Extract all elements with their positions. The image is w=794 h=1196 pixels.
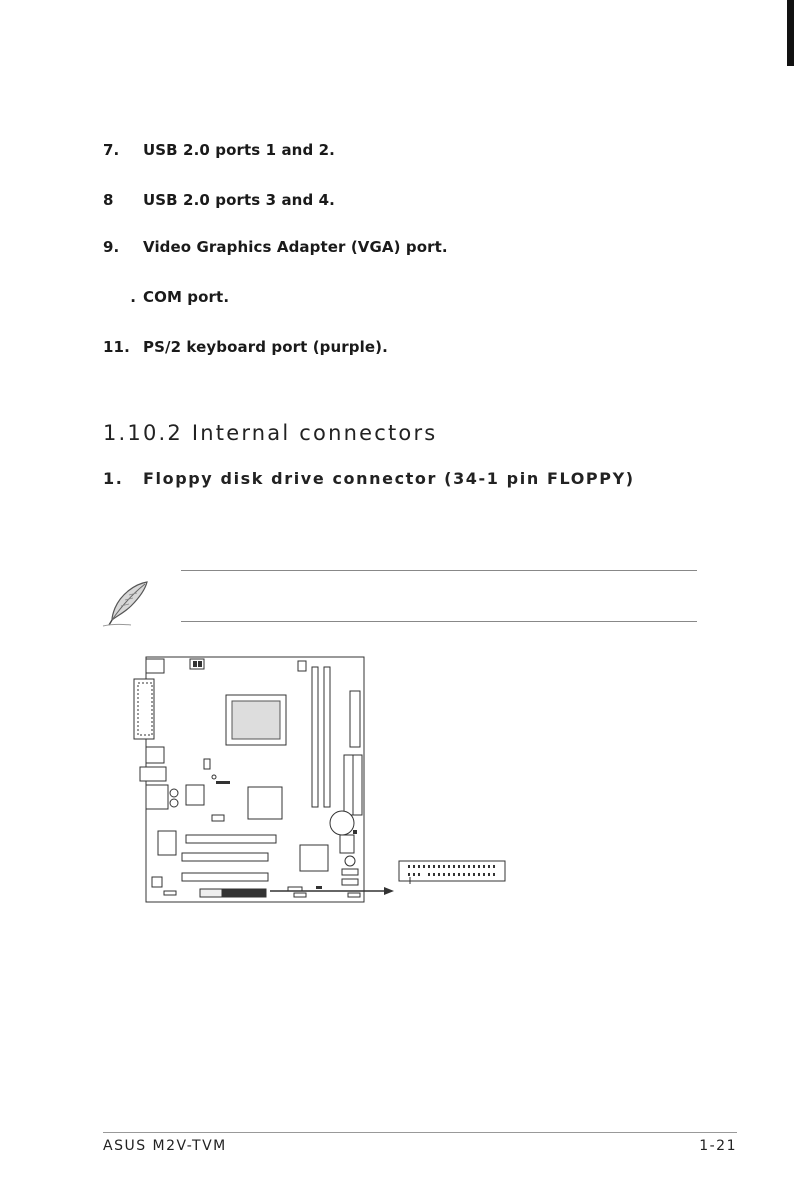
list-item: 8 USB 2.0 ports 3 and 4. — [103, 191, 335, 209]
floppy-connector-pinout — [398, 860, 508, 884]
note-bottom-rule — [181, 621, 697, 622]
subsection-title: 1. Floppy disk drive connector (34-1 pin FLOPPY) — [103, 469, 635, 488]
footer-rule — [103, 1132, 737, 1133]
section-title: 1.10.2 Internal connectors — [103, 421, 438, 445]
motherboard-layout-diagram — [128, 655, 368, 905]
page-edge-tab — [787, 0, 794, 66]
list-item: 11. PS/2 keyboard port (purple). — [103, 338, 388, 356]
footer-page-number: 1-21 — [699, 1138, 737, 1154]
note-top-rule — [181, 570, 697, 571]
feather-pen-icon — [101, 578, 153, 628]
list-item: . COM port. — [130, 288, 230, 306]
footer-product-name: ASUS M2V-TVM — [103, 1138, 227, 1154]
list-item: 7. USB 2.0 ports 1 and 2. — [103, 141, 335, 159]
list-item: 9. Video Graphics Adapter (VGA) port. — [103, 238, 448, 256]
